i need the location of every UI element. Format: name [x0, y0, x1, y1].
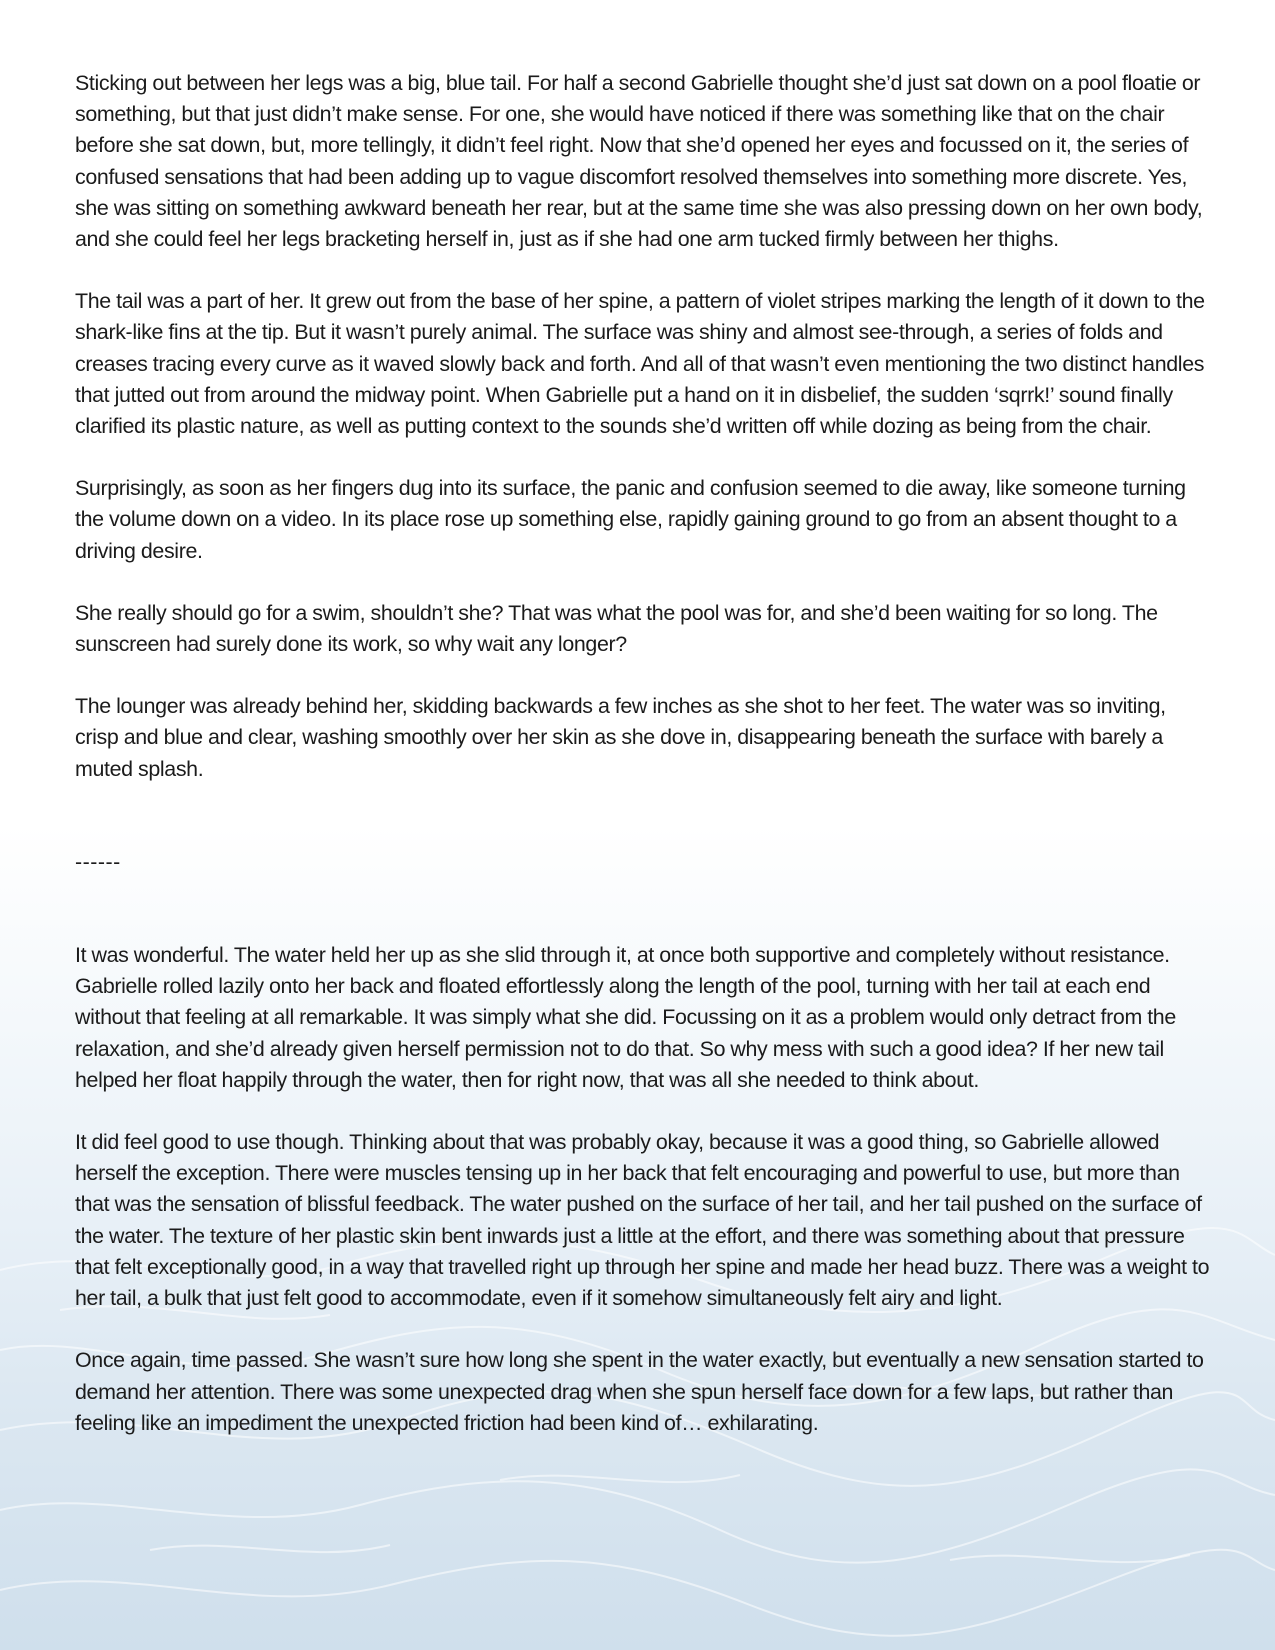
- paragraph: It was wonderful. The water held her up as she slid through it, at once both supportive and completely without resistance. Gabrielle rolled lazily onto her back and floated effortlessly along the length of the pool, turning with her tail at each end without that feeling at all remarkable. It was simply what she did. Focussing on it as a problem would only detract from the relaxation, and she’d already given herself permission not to do that. So why mess with such a good idea? If her new tail helped her float happily through the water, then for right now, that was all she needed to think about.: [75, 943, 1176, 1092]
- paragraph: The tail was a part of her. It grew out from the base of her spine, a pattern of violet stripes marking the length of it down to the shark-like fins at the tip. But it wasn’t purely animal. The surface was shiny and almost see-through, a series of folds and creases tracing every curve as it waved slowly back and forth. And all of that wasn’t even mentioning the two distinct handles that jutted out from around the midway point. When Gabrielle put a hand on it in disbelief, the sudden ‘sqrrk!’ sound finally clarified its plastic nature, as well as putting context to the sounds she’d written off while dozing as being from the chair.: [75, 289, 1205, 439]
- paragraph: Sticking out between her legs was a big, blue tail. For half a second Gabrielle thought she’d just sat down on a pool floatie or something, but that just didn’t make sense. For one, she would have noticed if there was something like that on the chair before she sat down, but, more tellingly, it didn’t feel right. Now that she’d opened her eyes and focussed on it, the series of confused sensations that had been adding up to vague discomfort resolved themselves into something more discrete. Yes, she was sitting on something awkward beneath her rear, but at the same time she was also pressing down on her own body, and she could feel her legs bracketing herself in, just as if she had one arm tucked firmly between her thighs.: [75, 71, 1203, 252]
- paragraph: The lounger was already behind her, skidding backwards a few inches as she shot to her feet. The water was so inviting, crisp and blue and clear, washing smoothly over her skin as she dove in, disappearing beneath the surface with barely a muted splash.: [75, 694, 1166, 781]
- scene-break: ------: [75, 849, 121, 874]
- paragraph: She really should go for a swim, shouldn’t she? That was what the pool was for, and she’d been waiting for so long. The sunscreen had surely done its work, so why wait any longer?: [75, 600, 1158, 657]
- paragraph: It did feel good to use though. Thinking about that was probably okay, because it was a good thing, so Gabrielle allowed herself the exception. There were muscles tensing up in her back that felt encouraging and powerful to use, but more than that was the sensation of blissful feedback. The water pushed on the surface of her tail, and her tail pushed on the surface of the water. The texture of her plastic skin bent inwards just a little at the effort, and there was something about that pressure that felt exceptionally good, in a way that travelled right up through her spine and made her head buzz. There was a weight to her tail, a bulk that just felt good to accommodate, even if it somehow simultaneously felt airy and light.: [75, 1130, 1210, 1311]
- paragraph: Surprisingly, as soon as her fingers dug into its surface, the panic and confusion seemed to die away, like someone turning the volume down on a video. In its place rose up something else, rapidly gaining ground to go from an absent thought to a driving desire.: [75, 476, 1186, 563]
- paragraph: Once again, time passed. She wasn’t sure how long she spent in the water exactly, but eventually a new sensation started to demand her attention. There was some unexpected drag when she spun herself face down for a few laps, but rather than feeling like an impediment the unexpected friction had been kind of… exhilarating.: [75, 1348, 1204, 1435]
- document-body: [75, 68, 1210, 1439]
